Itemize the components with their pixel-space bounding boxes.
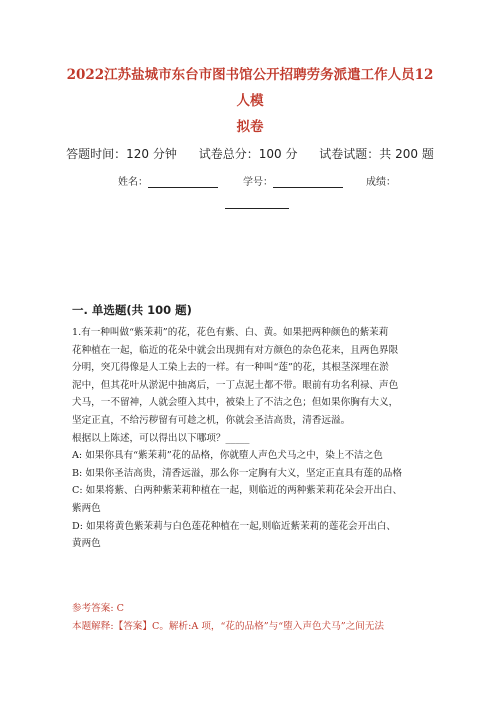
title-line-1: 2022江苏盐城市东台市图书馆公开招聘劳务派遣工作人员12人模 <box>66 67 434 109</box>
student-id-field <box>243 173 343 188</box>
question-stem-line: 1.有一种叫做“紫茉莉”的花，花色有紫、白、黄。如果把两种颜色的紫茉莉 <box>72 327 389 338</box>
exam-time: 答题时间：120 分钟 <box>66 147 177 161</box>
name-label: 姓名： <box>118 177 148 188</box>
option-a[interactable]: A: 如果你具有“紫茉莉”花的品格，你就堕人声色犬马之中，染上不洁之色 <box>72 450 383 462</box>
name-field <box>118 173 218 188</box>
student-id-blank[interactable] <box>273 176 343 188</box>
question-stem-line: 分明，突兀得像是人工染上去的一样。有一种叫“莲”的花，其根茎深埋在淤 <box>72 362 389 374</box>
score-field <box>366 173 396 188</box>
option-c[interactable]: C: 如果将紫、白两种紫茉莉种植在一起，则临近的两种紫茉莉花朵会开出白、 <box>72 485 403 497</box>
student-id-label: 学号： <box>243 177 273 188</box>
exam-info <box>0 145 500 162</box>
question-stem-line: 坚定正直，不给污秽留有可趁之机，你就会圣洁高贵，清香远溢。 <box>72 414 351 426</box>
exam-question-count: 试卷试题：共 200 题 <box>319 147 434 161</box>
option-c-continued[interactable]: 紫两色 <box>72 502 101 514</box>
question-prompt: 根据以上陈述，可以得出以下哪项？_____ <box>72 432 250 444</box>
question-stem-line: 犬马，一不留神，人就会堕入其中，被染上了不洁之色；但如果你胸有大义， <box>72 397 399 409</box>
reference-answer: 参考答案: C <box>72 603 124 614</box>
option-d[interactable]: D: 如果将黄色紫茉莉与白色莲花种植在一起,则临近紫茉莉的莲花会开出白、 <box>72 520 397 532</box>
title-line-2: 拟卷 <box>236 119 264 135</box>
question-stem-line: 泥中，但其花叶从淤泥中抽离后，一丁点泥土都不带。眼前有功名利禄、声色 <box>72 379 399 391</box>
option-b[interactable]: B: 如果你圣洁高贵，清香远溢，那么你一定胸有大义，坚定正直具有莲的品格 <box>72 467 402 479</box>
exam-total-score: 试卷总分：100 分 <box>198 147 298 161</box>
option-d-continued[interactable]: 黄两色 <box>72 538 101 550</box>
section-title: 一. 单选题(共 100 题) <box>72 303 192 317</box>
name-blank[interactable] <box>148 176 218 188</box>
exam-title <box>60 62 440 140</box>
answer-explanation: 本题解释:【答案】C。解析:A 项，“花的品格”与“堕入声色犬马”之间无法 <box>72 621 385 632</box>
score-label: 成绩： <box>366 177 396 188</box>
question-stem-line: 花种植在一起，临近的花朵中就会出现拥有对方颜色的杂色花来，且两色界限 <box>72 344 399 356</box>
question-1 <box>72 324 434 553</box>
score-blank[interactable] <box>225 208 289 209</box>
